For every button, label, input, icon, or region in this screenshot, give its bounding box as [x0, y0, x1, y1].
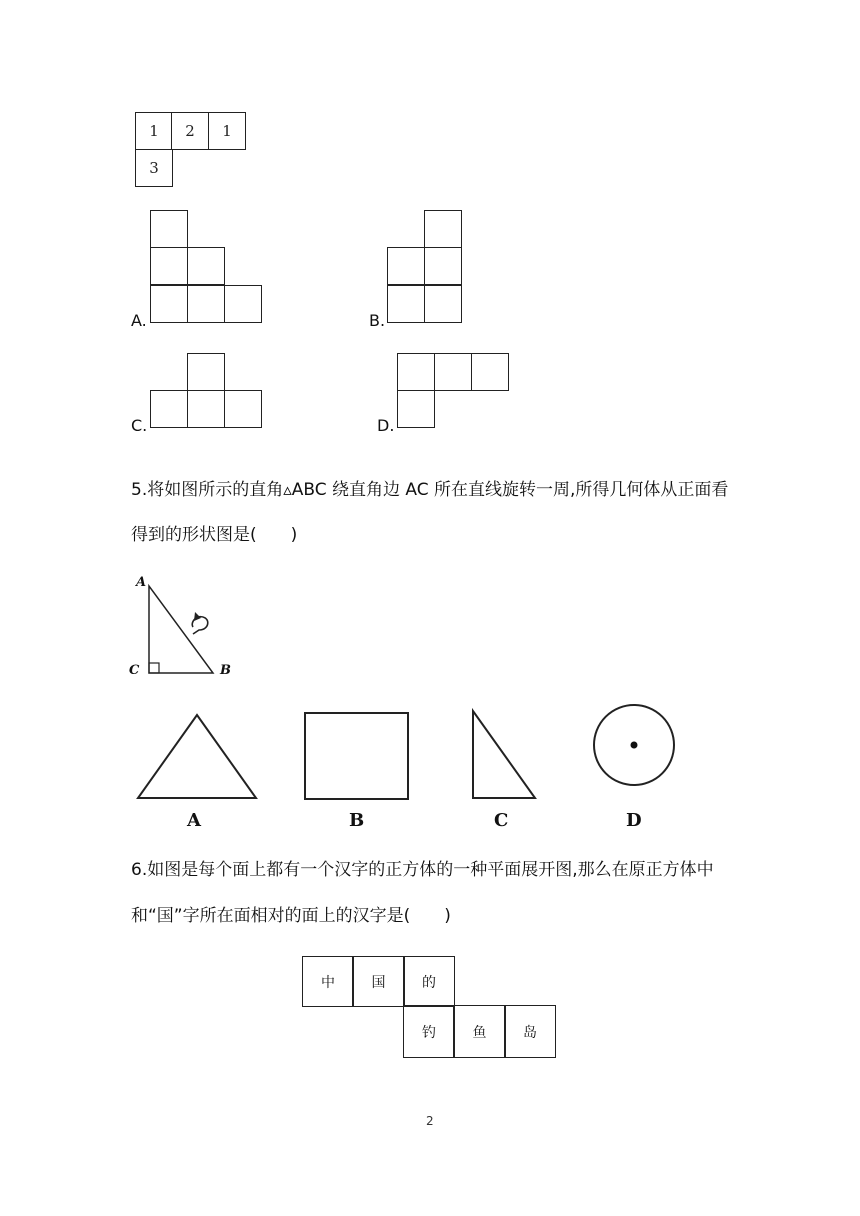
q5-choice-right-triangle — [469, 708, 541, 802]
option-d-cell — [471, 353, 509, 391]
option-a-cell — [150, 210, 188, 248]
q5-choice-label: D — [626, 810, 642, 831]
option-a-cell — [187, 285, 225, 323]
vertex-label-b: B — [220, 663, 231, 678]
option-label-d: D. — [377, 416, 395, 435]
option-d-cell — [397, 353, 435, 391]
q5-choice-circle — [591, 702, 677, 788]
option-b-cell — [424, 210, 462, 248]
q6-text-line1: 6.如图是每个面上都有一个汉字的正方体的一种平面展开图,那么在原正方体中 — [131, 860, 714, 880]
page-number: 2 — [426, 1114, 434, 1128]
q5-choice-label: B — [349, 810, 365, 831]
option-a-cell — [187, 247, 225, 285]
option-c-cell — [187, 390, 225, 428]
option-b-cell — [424, 285, 462, 323]
option-c-cell — [150, 390, 188, 428]
q6-text-line2: 和“国”字所在面相对的面上的汉字是( ) — [131, 906, 451, 926]
option-label-c: C. — [131, 416, 148, 435]
net-face: 钓 — [403, 1005, 455, 1058]
option-a-cell — [150, 247, 188, 285]
option-b-cell — [387, 247, 425, 285]
q5-choice-label: C — [494, 810, 509, 831]
net-face: 国 — [352, 956, 405, 1007]
net-face: 岛 — [504, 1005, 556, 1058]
option-c-cell — [224, 390, 262, 428]
vertex-label-c: C — [129, 663, 140, 678]
vertex-label-a: A — [136, 575, 147, 590]
net-face: 鱼 — [453, 1005, 506, 1058]
net-cell: 2 — [171, 112, 209, 150]
q5-choice-label: A — [187, 810, 201, 831]
net-cell: 1 — [135, 112, 173, 150]
q5-text-line1: 5.将如图所示的直角▵ABC 绕直角边 AC 所在直线旋转一周,所得几何体从正面看 — [131, 480, 729, 500]
net-cell: 3 — [135, 149, 173, 187]
net-face: 中 — [302, 956, 354, 1007]
q5-text-line2: 得到的形状图是( ) — [131, 525, 298, 545]
option-label-a: A. — [131, 311, 147, 330]
option-label-b: B. — [369, 311, 386, 330]
net-cell: 1 — [208, 112, 246, 150]
option-d-cell — [397, 390, 435, 428]
option-c-cell — [187, 353, 225, 391]
option-a-cell — [150, 285, 188, 323]
q5-choice-rectangle — [302, 710, 412, 802]
q5-choice-triangle — [135, 712, 260, 802]
option-d-cell — [434, 353, 472, 391]
option-a-cell — [224, 285, 262, 323]
option-b-cell — [424, 247, 462, 285]
net-face: 的 — [403, 956, 455, 1007]
option-b-cell — [387, 285, 425, 323]
